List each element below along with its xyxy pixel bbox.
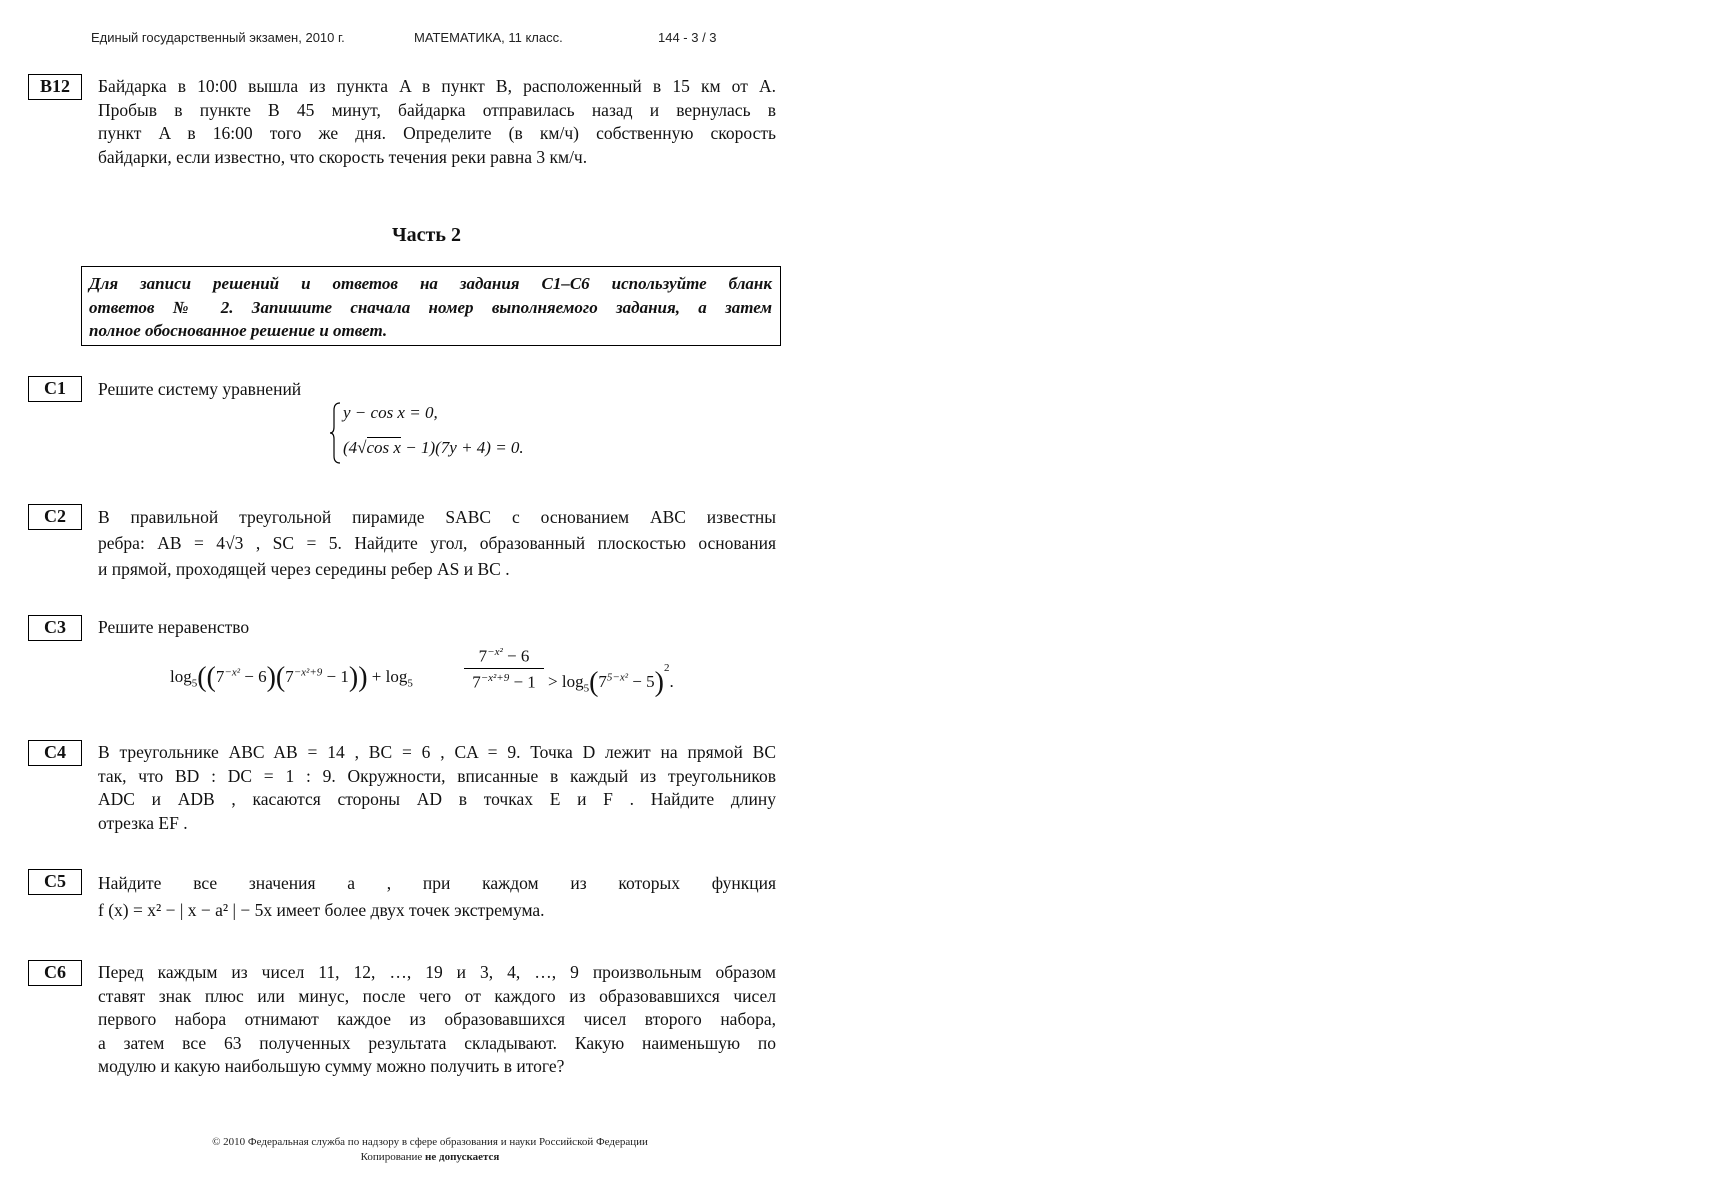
paren-icon: ): [654, 667, 664, 698]
task-b12-line: Байдарка в 10:00 вышла из пункта A в пункт B, расположенный в 15 км от A.: [98, 76, 776, 96]
task-c6-line: ставят знак плюс или минус, после чего от каждого из образовавшихся чисел: [98, 985, 776, 1006]
footer-copy-prefix: Копирование: [360, 1151, 426, 1163]
task-c4-line: В треугольнике ABC AB = 14 , BC = 6 , CA = 9. Точка D лежит на прямой BC: [98, 742, 776, 762]
c3-fraction: [464, 646, 544, 692]
task-c5-text: [98, 870, 776, 924]
footer-copyright: © 2010 Федеральная служба по надзору в сфере образования и науки Российской Федерации: [212, 1136, 648, 1148]
c1-equation-system: [330, 400, 570, 466]
paren-icon: )(: [266, 662, 286, 693]
c1-radicand: cos x: [366, 438, 401, 457]
c3-inequality: [170, 646, 730, 706]
footer-copy-notice: [120, 1151, 740, 1163]
log-base: 5: [407, 677, 413, 690]
minus-term: − 1: [322, 667, 349, 686]
task-c3-text: Решите неравенство: [98, 617, 250, 637]
minus-term: − 1: [509, 672, 536, 692]
instruction-box: [81, 266, 781, 346]
task-label-c5: C5: [28, 869, 82, 895]
sqrt-icon: √: [357, 438, 367, 457]
instruction-line: ответов № 2. Запишите сначала номер выполняемого задания, а затем: [89, 297, 772, 317]
task-c6-line: а затем все 63 полученных результата складывают. Какую наименьшую по: [98, 1032, 776, 1053]
minus-term: − 6: [240, 667, 267, 686]
greater-than-operator: >: [548, 672, 558, 691]
task-c4-line: так, что BD : DC = 1 : 9. Окружности, вписанные в каждый из треугольников: [98, 765, 776, 786]
footer-copy-emphasis: не допускается: [425, 1151, 500, 1163]
base-seven: 7: [215, 667, 225, 686]
exponent: −x²+9: [480, 671, 510, 684]
paren-icon: (: [589, 667, 599, 698]
task-c4-text: [98, 741, 776, 835]
log-operator: log: [385, 667, 408, 686]
task-b12-text: [98, 75, 776, 169]
exponent: −x²+9: [293, 666, 323, 679]
task-label-b12: B12: [28, 74, 82, 100]
log-operator: log: [170, 667, 192, 686]
task-c6-line: первого набора отнимают каждое из образовавшихся чисел второго набора,: [98, 1009, 776, 1029]
log-base: 5: [583, 682, 590, 695]
minus-term: − 5: [628, 672, 655, 691]
part-heading: Часть 2: [392, 224, 461, 246]
task-c5-line: f (x) = x² − | x − a² | − 5x имеет более двух точек экстремума.: [98, 900, 545, 920]
instruction-line: Для записи решений и ответов на задания C1–C6 используйте бланк: [89, 274, 772, 293]
base-seven: 7: [598, 672, 607, 691]
c1-equation-2-suffix: − 1)(7y + 4) = 0.: [400, 438, 524, 457]
task-b12-line: байдарки, если известно, что скорость течения реки равна 3 км/ч.: [98, 146, 588, 167]
exponent: −x²: [487, 646, 503, 658]
task-c6-line: модулю и какую наибольшую сумму можно получить в итоге?: [98, 1056, 565, 1076]
minus-term: − 6: [502, 646, 530, 666]
fraction-denominator: [464, 669, 544, 693]
base-seven: 7: [478, 646, 488, 666]
task-label-c6: C6: [28, 960, 82, 986]
task-c4-line: ADC и ADB , касаются стороны AD в точках E и F . Найдите длину: [98, 789, 776, 809]
c1-equation-2: [343, 438, 524, 458]
paren-icon: ((: [197, 662, 216, 693]
c3-left-log: [170, 662, 413, 694]
task-c6-text: [98, 961, 776, 1079]
header-exam: Единый государственный экзамен, 2010 г.: [91, 30, 345, 45]
task-c4-line: отрезка EF .: [98, 812, 188, 833]
c1-equation-2-prefix: (4: [343, 438, 358, 457]
period: .: [669, 672, 674, 691]
task-c2-text: [98, 504, 776, 582]
paren-icon: )): [348, 662, 368, 693]
task-b12-line: Пробыв в пункте B 45 минут, байдарка отправилась назад и вернулась в: [98, 99, 776, 120]
task-label-c1: C1: [28, 376, 82, 402]
task-c2-line: ребра: AB = 4√3 , SC = 5. Найдите угол, образованный плоскостью основания: [98, 533, 776, 553]
c1-equation-1: y − cos x = 0,: [343, 403, 438, 422]
system-brace-icon: [330, 402, 342, 464]
plus-operator: +: [371, 667, 382, 686]
task-c2-line: В правильной треугольной пирамиде SABC с основанием ABC известны: [98, 507, 776, 527]
fraction-numerator: [464, 646, 544, 669]
log-base: 5: [191, 677, 198, 690]
base-seven: 7: [472, 672, 481, 692]
task-c5-line: Найдите все значения a , при каждом из которых функция: [98, 873, 776, 893]
c3-right-log: [548, 662, 674, 699]
power-two: 2: [663, 662, 670, 674]
header-subject: МАТЕМАТИКА, 11 класс.: [414, 30, 563, 45]
exponent: 5−x²: [606, 671, 629, 684]
task-label-c2: C2: [28, 504, 82, 530]
task-c1-text: Решите систему уравнений: [98, 379, 302, 399]
task-label-c3: C3: [28, 615, 82, 641]
task-label-c4: C4: [28, 740, 82, 766]
log-operator: log: [561, 672, 584, 691]
task-b12-line: пункт A в 16:00 того же дня. Определите (в км/ч) собственную скорость: [98, 123, 776, 143]
task-c6-line: Перед каждым из чисел 11, 12, …, 19 и 3, 4, …, 9 произвольным образом: [98, 962, 776, 982]
task-c2-line: и прямой, проходящей через середины ребер AS и BC .: [98, 559, 510, 579]
base-seven: 7: [285, 667, 294, 686]
instruction-line: полное обоснованное решение и ответ.: [89, 321, 388, 340]
exponent: −x²: [224, 666, 240, 679]
header-page-number: 144 - 3 / 3: [658, 30, 717, 45]
